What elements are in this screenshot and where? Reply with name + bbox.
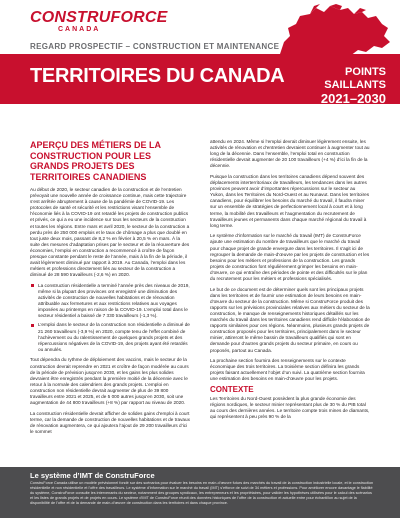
paragraph: La prochaine section fournira des renseignements sur le contexte économique des trois territoires. La troisième section définira les grands projets faisant actuellement l’objet d’un suivi. La quatrième section fournira une estimation des besoins en main-d’œuvre pour les projets. [210, 358, 365, 382]
paragraph: Le but de ce document est de déterminer quels sont les principaux projets dans les territoires et de fournir une estimation de leurs besoins en main-d’œuvre du secteur de la construction. Même si ConstruForce produit des rapports sur les prévisions provinciales relatives aux métiers du secteur de la construction, le manque de renseignements historiques détaillés sur les marchés du travail dans les territoires canadiens rend difficile l’élaboration de rapports similaires pour ces régions. Néanmoins, plusieurs grands projets de construction proposés pour les territoires, principalement dans le secteur minier, attireront le même bassin de travailleurs qualifiés qui sont en demande pour d’autres grands projets du secteur primaire, en cours ou proposés, partout au Canada. [210, 286, 370, 353]
paragraph: Tout dépendra du rythme de déploiement des vaccins, mais le secteur de la construction devrait reprendre en 2021 et croître de façon modérée au cours de la période de prévision jusqu’en 2030, et les gains les plus solides devraient être enregistrés pendant la première moitié de la décennie avec le retour à la normale des calendriers des grands projets. L’emploi en construction non résidentielle devrait augmenter de plus de 39 800 travailleurs entre 2021 et 2025, et de 5 000 autres jusqu’en 2030, soit une augmentation de 44 800 travailleurs (+8 %) par rapport au niveau de 2020. [30, 357, 189, 406]
bullet-item: La construction résidentielle a terminé l’année près des niveaux de 2019, même si la plupart des provinces ont enregistré une diminution des activités de construction de nouvelles habitations et de rénovation attribuable aux fermetures et aux restrictions relatives aux voyages imposées au printemps en raison de la COVID-19. L’emploi total dans le secteur résidentiel a baissé de 7 330 travailleurs (-1,3 %). [30, 283, 190, 320]
points-years: 2021–2030 [320, 91, 386, 106]
points-label: POINTS SAILLANTS [324, 66, 386, 91]
paragraph: Puisque la construction dans les territoires canadiens dépend souvent des déplacements interterritoriaux de travailleurs, les tendances dans les autres provinces peuvent avoir d’importantes répercussions sur le secteur au Yukon, dans les Territoires du Nord-Ouest et au Nunavut. Dans les territoires canadiens, pour équilibrer les besoins du marché du travail, il faudra miser sur un ensemble de stratégies de perfectionnement local à court et à long terme, la mobilité des travailleurs et l’augmentation du recrutement de travailleurs jeunes et permanents dans chaque marché régional du travail à long terme. [210, 173, 370, 228]
page-title: TERRITOIRES DU CANADA [30, 65, 285, 87]
bullet-list [30, 283, 190, 353]
context-heading: CONTEXTE [210, 384, 254, 394]
logo-subtitle: CANADA [58, 26, 101, 33]
footer-text: ConstruForce Canada utilise un modèle prévisionnel fondé sur des scénarios pour évaluer les besoins en main-d’œuvre futurs des marchés du travail de la construction industrielle locale, et le construction résidentielle et non résidentielle et l’offre des travailleurs. Le système d’information sur le marché du travail (IMT) s’efforce de suivi de 34 métiers et professions. Pour améliorer encore davantage le fiabilité du système, ConstruForce consulte les intervenants du secteur, notamment des groupes syndicaux, les entrepreneurs et les propriétaires, pour valider les hypothèses utilisées pour le calcul des scénarios et les listes de grands projets et de projets en cours. Le système d’IMT de ConstruForce réunit des données historiques de l’offre de la construction et actuelle entre pour échantillon au sujet de la disponibilité de l’offre et de la demande de main-d’œuvre de construction dans les territoires et dans chaque province. [30, 481, 374, 505]
paragraph: Au début de 2020, le secteur canadien de la construction et de l’entretien prévoyait une nouvelle année de croissance continue, mais cette trajectoire s’est arrêtée abruptement à cause de la pandémie de COVID-19. Les protocoles de santé et sécurité et les restrictions visant l’ensemble de l’économie liés à la COVID-19 ont retardé les projets de construction publics et privés, ce qui a eu une incidence sur tous les secteurs de la construction et toutes les régions. Entre mars et avril 2020, le secteur de la construction a perdu près de 250 000 emplois et le taux de chômage a plus que doublé en tout juste deux mois, passant de 8,2 % en février à 20,5 % en mars. À la suite des mesures d’adaptation prises par le secteur et de la réouverture des économies, l’emploi en construction a recommencé à croître de façon presque constante pendant le reste de l’année, mais à la fin de la période, il avait légèrement diminué par rapport à 2019. Au Canada, l’emploi dans les métiers et professions directement liés au secteur de la construction a diminué de 28 590 travailleurs (-2,6 %) en 2020. [30, 187, 190, 278]
logo-wordmark: CONSTRUFORCE [30, 9, 168, 26]
paragraph: Les Territoires du Nord-Ouest possèdent la plus grande économie des régions nordiques, le secteur minier représentant plus de 30 % du PIB total au cours des dernières années. Le territoire compte trois mines de diamants, qui représentent à peu près 90 % de la [210, 396, 370, 420]
section-heading: APERÇU DES MÉTIERS DE LA CONSTRUCTION POUR LES GRANDS PROJETS DES TERRITOIRES CANADIENS [30, 140, 161, 182]
right-column [210, 139, 370, 425]
paragraph: Le système d’information sur le marché du travail (IMT) de ConstruForce ajoute une estimation du nombre de travailleurs que le marché du travail pour chaque projet de grande envergure dans les territoires. Il s’agit ici de regrouper la demande de main-d’œuvre par les projets de construction et les besoins pour les métiers et professions de la construction. Les grands projets de construction font régulièrement grimper les besoins en main-d’œuvre, ce qui entraîne des périodes de pointe et des difficultés sur le plan du recrutement pour les métiers et professions spécialisés. [210, 233, 370, 281]
paragraph: attendu en 2024. Même si l’emploi devrait diminuer légèrement ensuite, les activités de rénovation et d’entretien devraient continuer à augmenter tout au long de la décennie. Dans l’ensemble, l’emploi total en construction résidentielle devrait augmenter de 20 100 travailleurs (+4 %) d’ici la fin de la décennie. [210, 139, 370, 169]
series-label: REGARD PROSPECTIF – CONSTRUCTION ET MAINTENANCE [30, 42, 280, 51]
left-column [30, 140, 190, 440]
construforce-logo [30, 10, 168, 34]
paragraph: La construction résidentielle devrait afficher de solides gains d’emploi à court terme, car la demande de construction de nouvelles habitations et de travaux de rénovation augmentera, ce qui ajoutera l’ajout de 29 200 travailleurs d’ici le sommet [30, 410, 190, 434]
footer-title: Le système d’IMT de ConstruForce [30, 471, 155, 480]
points-saillants-badge [294, 66, 398, 105]
bullet-item: L’emploi dans le secteur de la construction non résidentielle a diminué de 21 260 travailleurs (-3,9 %) en 2020, compte tenu de l’effet combiné de l’achèvement ou du ralentissement de quelques grands projets et des répercussions négatives de la COVID-19, des projets ayant été retardés ou annulés. [30, 322, 190, 352]
